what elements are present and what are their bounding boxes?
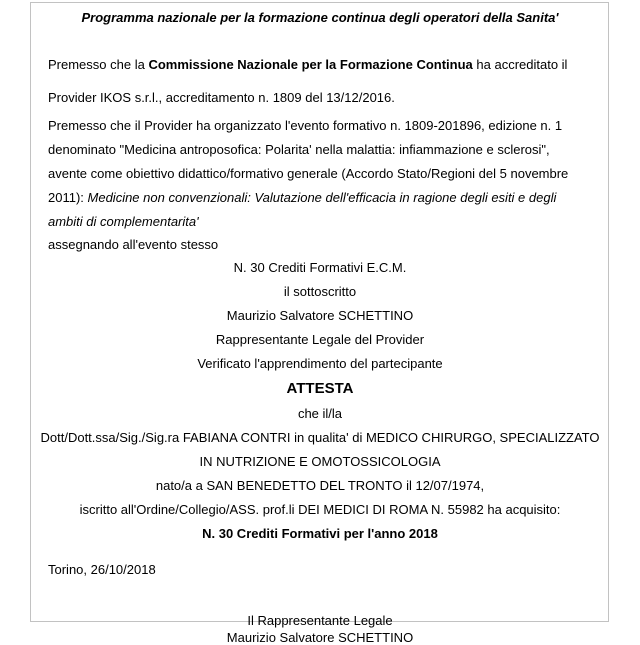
birth-line: nato/a a SAN BENEDETTO DEL TRONTO il 12/07/1974,: [155, 478, 485, 493]
participant-line: Dott/Dott.ssa/Sig./Sig.ra FABIANA CONTRI in qualita' di MEDICO CHIRURGO, SPECIALIZZATO IN NUTRIZIONE E OMOTOSSICOLOGIA: [40, 430, 600, 469]
premise2-objective-italic: Medicine non convenzionali: Valutazione dell'efficacia in ragione degli esiti e degli ambiti di complementarita': [48, 190, 557, 229]
attestation-block: [40, 256, 600, 546]
undersigned-line: il sottoscritto: [283, 284, 357, 299]
place-and-date: Torino, 26/10/2018: [48, 562, 156, 577]
legal-representative-role: Rappresentante Legale del Provider: [215, 332, 425, 347]
premise-event-paragraph: [48, 114, 592, 234]
premise1-text-before: Premesso che la: [48, 57, 149, 72]
legal-representative-name: Maurizio Salvatore SCHETTINO: [226, 308, 414, 323]
credits-year-line: N. 30 Crediti Formativi per l'anno 2018: [202, 526, 438, 541]
premise-accreditation-paragraph: [48, 48, 592, 114]
verified-learning-line: Verificato l'apprendimento del partecipante: [197, 356, 443, 371]
assigning-line: assegnando all'evento stesso: [48, 237, 219, 252]
premise2-text: Premesso che il Provider ha organizzato l'evento formativo n. 1809-201896, edizione n. 1 denominato "Medicina antroposofica: Polarita' nella malattia: infiammazione e sclerosi", avente come obiettivo didattico/formativo generale (Accordo Stato/Regioni del 5 novembre 2011):: [48, 118, 569, 205]
document-title: Programma nazionale per la formazione continua degli operatori della Sanita': [81, 10, 559, 25]
registry-line: iscritto all'Ordine/Collegio/ASS. prof.li DEI MEDICI DI ROMA N. 55982 ha acquisito:: [79, 502, 561, 517]
certificate-document: [30, 0, 610, 644]
that-line: che il/la: [297, 406, 343, 421]
signature-role: Il Rappresentante Legale: [247, 613, 393, 628]
signature-name: Maurizio Salvatore SCHETTINO: [226, 630, 414, 645]
credits-ecm-line: N. 30 Crediti Formativi E.C.M.: [233, 260, 407, 275]
premise1-text-after: ha accreditato il Provider IKOS s.r.l., accreditamento n. 1809 del 13/12/2016.: [48, 57, 568, 105]
premise1-commission-name: Commissione Nazionale per la Formazione Continua: [148, 57, 473, 72]
attests-heading: ATTESTA: [286, 380, 354, 397]
